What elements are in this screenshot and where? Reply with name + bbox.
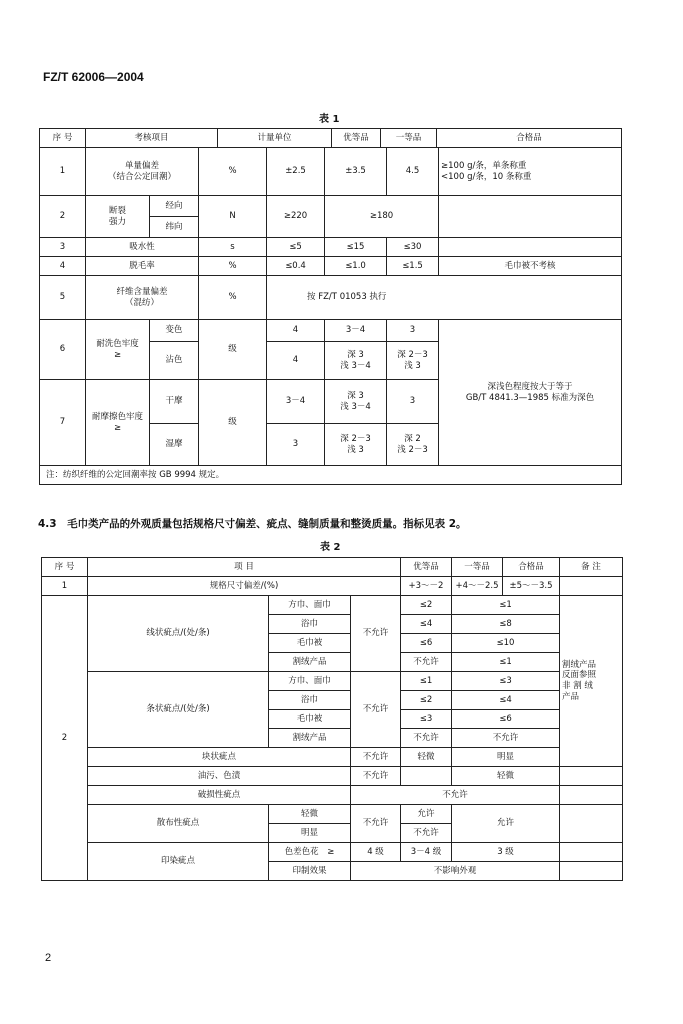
row-item: 耐洗色牢度 ≥ — [86, 320, 150, 380]
row-no: 5 — [40, 276, 86, 320]
row-first: ≤3 — [401, 710, 452, 729]
row-subitem: 毛巾被 — [269, 634, 351, 653]
row-subitem: 方巾、面巾 — [269, 596, 351, 615]
row-item: 油污、色渍 — [88, 767, 351, 786]
row-qualified: 允许 — [452, 805, 560, 843]
row-first: ≥180 — [325, 196, 439, 238]
row-item: 单量偏差 （结合公定回潮） — [86, 148, 199, 196]
header-first: 一等品 — [452, 558, 503, 577]
table-row — [42, 805, 623, 824]
row-unit: % — [199, 257, 267, 276]
row-item: 块状疵点 — [88, 748, 351, 767]
table2-caption: 表 2 — [320, 542, 341, 553]
row-superior: 不允许 — [351, 596, 401, 672]
row-qualified: 深 2－3 浅 3 — [387, 342, 439, 380]
header-remark: 备 注 — [560, 558, 623, 577]
table-row — [40, 257, 622, 276]
row-remark — [560, 805, 623, 843]
row-qualified: 轻微 — [452, 767, 560, 786]
row-no: 1 — [42, 577, 88, 596]
row-subitem: 浴巾 — [269, 615, 351, 634]
header-item: 项 目 — [88, 558, 401, 577]
row-subitem: 印制效果 — [269, 862, 351, 881]
row-subitem: 干摩 — [150, 380, 199, 424]
row-unit: 级 — [199, 320, 267, 380]
header-qualified: 合格品 — [437, 129, 622, 148]
table-row — [40, 196, 622, 217]
row-remark: 毛巾被不考核 — [439, 257, 622, 276]
row-item: 印染疵点 — [88, 843, 269, 881]
row-qualified: ≤10 — [452, 634, 560, 653]
row-qualified: ≤4 — [452, 691, 560, 710]
row-first: ≤1.0 — [325, 257, 387, 276]
row-qualified: 3 — [387, 320, 439, 342]
row-subitem: 轻微 — [269, 805, 351, 824]
row-subitem: 毛巾被 — [269, 710, 351, 729]
table-row — [42, 672, 623, 691]
row-qualified: ≤1 — [452, 653, 560, 672]
row-remark: 割绒产品 反面参照 非 割 绒 产品 — [560, 596, 623, 767]
row-superior: 3 — [267, 424, 325, 466]
row-first: +4～－2.5 — [452, 577, 503, 596]
table-row — [42, 843, 623, 862]
row-subitem: 割绒产品 — [269, 729, 351, 748]
row-subitem: 湿摩 — [150, 424, 199, 466]
table-row — [40, 148, 622, 196]
row-first: ≤2 — [401, 691, 452, 710]
row-unit: % — [199, 148, 267, 196]
header-no: 序 号 — [42, 558, 88, 577]
row-qualified: ≤1 — [452, 596, 560, 615]
row-superior: 不允许 — [351, 767, 401, 786]
row-remark: ≥100 g/条，单条称重 <100 g/条，10 条称重 — [439, 148, 622, 196]
row-superior: ≤5 — [267, 238, 325, 257]
row-superior: +3～－2 — [401, 577, 452, 596]
row-superior: ≤0.4 — [267, 257, 325, 276]
header-unit: 计量单位 — [218, 129, 332, 148]
header-qualified: 合格品 — [503, 558, 560, 577]
row-no: 1 — [40, 148, 86, 196]
row-no: 6 — [40, 320, 86, 380]
row-item: 条状疵点/(处/条) — [88, 672, 269, 748]
row-qualified: 4.5 — [387, 148, 439, 196]
row-remark — [439, 196, 622, 238]
row-superior: 4 级 — [351, 843, 401, 862]
row-first: 不允许 — [401, 824, 452, 843]
row-first: ≤6 — [401, 634, 452, 653]
row-subitem: 经向 — [150, 196, 199, 217]
row-qualified: ≤6 — [452, 710, 560, 729]
row-qualified: 3 — [387, 380, 439, 424]
row-item: 耐摩擦色牢度 ≥ — [86, 380, 150, 466]
row-subitem: 浴巾 — [269, 691, 351, 710]
header-superior: 优等品 — [401, 558, 452, 577]
row-remark — [560, 862, 623, 881]
row-qualified: 明显 — [452, 748, 560, 767]
row-qualified: ≤1.5 — [387, 257, 439, 276]
row-first: 深 3 浅 3－4 — [325, 380, 387, 424]
table1-note: 注：纺织纤维的公定回潮率按 GB 9994 规定。 — [40, 466, 622, 485]
table2-header-row — [42, 558, 623, 577]
row-unit: % — [199, 276, 267, 320]
row-unit: 级 — [199, 380, 267, 466]
row-first: 深 3 浅 3－4 — [325, 342, 387, 380]
row-first: ±3.5 — [325, 148, 387, 196]
row-subitem: 明显 — [269, 824, 351, 843]
row-item: 规格尺寸偏差/(%) — [88, 577, 401, 596]
row-first: 3－4 级 — [401, 843, 452, 862]
row-qualified: ≤30 — [387, 238, 439, 257]
row-first: ≤4 — [401, 615, 452, 634]
table-row — [42, 577, 623, 596]
row-item: 纤维含量偏差 （混纺） — [86, 276, 199, 320]
row-value: 不允许 — [351, 786, 560, 805]
row-first: 不允许 — [401, 653, 452, 672]
row-remark: 深浅色程度按大于等于 GB/T 4841.3—1985 标准为深色 — [439, 320, 622, 466]
page-number: 2 — [45, 952, 52, 964]
row-remark — [560, 577, 623, 596]
table-1 — [39, 128, 622, 148]
table-row — [42, 748, 623, 767]
row-no: 4 — [40, 257, 86, 276]
row-first — [401, 767, 452, 786]
table-row — [40, 238, 622, 257]
table1-header-row — [40, 129, 622, 148]
row-qualified: 深 2 浅 2－3 — [387, 424, 439, 466]
row-no: 3 — [40, 238, 86, 257]
row-item: 吸水性 — [86, 238, 199, 257]
table-row — [40, 320, 622, 342]
table-row — [42, 596, 623, 615]
row-subitem: 沾色 — [150, 342, 199, 380]
table-row — [42, 767, 623, 786]
header-no: 序 号 — [40, 129, 86, 148]
row-first: 3－4 — [325, 320, 387, 342]
row-remark — [560, 843, 623, 862]
row-superior: 4 — [267, 320, 325, 342]
table-1-body — [39, 147, 622, 485]
row-unit: s — [199, 238, 267, 257]
row-subitem: 变色 — [150, 320, 199, 342]
row-no: 2 — [40, 196, 86, 238]
header-superior: 优等品 — [332, 129, 381, 148]
row-superior: 不允许 — [351, 672, 401, 748]
header-item: 考核项目 — [86, 129, 218, 148]
paragraph-4-3: 4.3 毛巾类产品的外观质量包括规格尺寸偏差、疵点、缝制质量和整烫质量。指标见表 2。 — [38, 518, 467, 530]
row-remark — [560, 786, 623, 805]
row-superior: ±2.5 — [267, 148, 325, 196]
row-first: 不允许 — [401, 729, 452, 748]
row-remark — [560, 767, 623, 786]
row-qualified: ≤8 — [452, 615, 560, 634]
row-first: ≤15 — [325, 238, 387, 257]
row-item: 破损性疵点 — [88, 786, 351, 805]
header-first: 一等品 — [381, 129, 437, 148]
row-subitem: 色差色花 ≥ — [269, 843, 351, 862]
row-subitem: 割绒产品 — [269, 653, 351, 672]
table1-caption: 表 1 — [319, 114, 340, 125]
table-row — [42, 786, 623, 805]
row-qualified: 不允许 — [452, 729, 560, 748]
table-row — [40, 276, 622, 320]
row-value: 按 FZ/T 01053 执行 — [267, 276, 622, 320]
row-subitem: 方巾、面巾 — [269, 672, 351, 691]
row-subitem: 纬向 — [150, 217, 199, 238]
row-superior: 3－4 — [267, 380, 325, 424]
row-item: 脱毛率 — [86, 257, 199, 276]
row-superior: 不允许 — [351, 748, 401, 767]
row-qualified: ≤3 — [452, 672, 560, 691]
table-2 — [41, 557, 623, 881]
row-first: ≤1 — [401, 672, 452, 691]
row-unit: N — [199, 196, 267, 238]
row-item: 断裂 强力 — [86, 196, 150, 238]
row-first: ≤2 — [401, 596, 452, 615]
row-qualified: 3 级 — [452, 843, 560, 862]
row-first: 轻微 — [401, 748, 452, 767]
row-no: 7 — [40, 380, 86, 466]
row-remark — [439, 238, 622, 257]
row-item: 散布性疵点 — [88, 805, 269, 843]
row-qualified: ±5～－3.5 — [503, 577, 560, 596]
standard-number: FZ/T 62006—2004 — [43, 70, 144, 84]
row-first: 深 2－3 浅 3 — [325, 424, 387, 466]
row-no: 2 — [42, 596, 88, 881]
row-superior: ≥220 — [267, 196, 325, 238]
row-item: 线状疵点/(处/条) — [88, 596, 269, 672]
row-first: 允许 — [401, 805, 452, 824]
row-value: 不影响外观 — [351, 862, 560, 881]
row-superior: 4 — [267, 342, 325, 380]
row-superior: 不允许 — [351, 805, 401, 843]
